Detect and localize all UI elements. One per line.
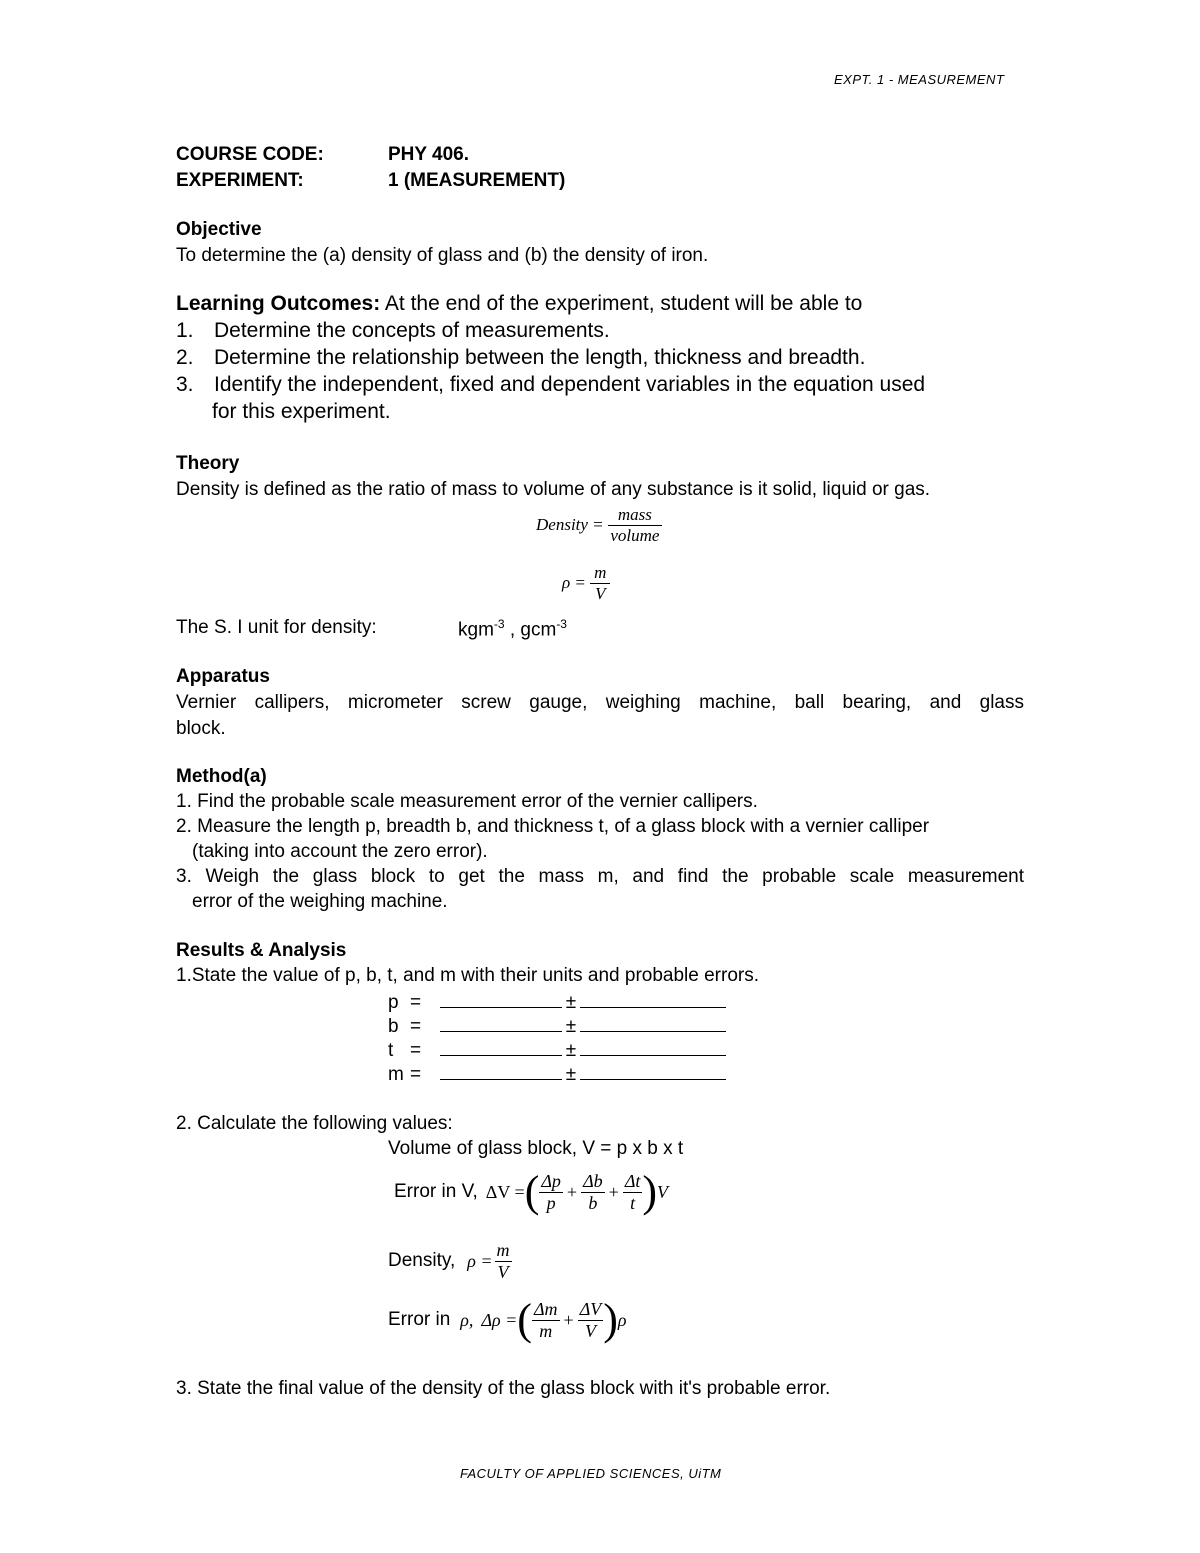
rho-fraction: [590, 563, 610, 603]
value-equals: =: [410, 992, 422, 1013]
experiment-value: 1 (MEASUREMENT): [388, 170, 566, 191]
plus-sign: +: [566, 1181, 578, 1202]
apparatus-line-1: Vernier callipers, micrometer screw gauge, weighing machine, ball bearing, and glass: [176, 692, 1024, 713]
method-item-2: 2. Measure the length p, breadth b, and thickness t, of a glass block with a vernier calliper: [176, 816, 930, 837]
term-fraction: [581, 1171, 605, 1213]
results-item-1: 1.State the value of p, b, t, and m with their units and probable errors.: [176, 965, 759, 986]
outcome-item-continuation: for this experiment.: [212, 400, 391, 423]
plus-minus: ±: [565, 1064, 577, 1085]
fraction-numerator: Δt: [624, 1170, 641, 1191]
fraction-numerator: ΔV: [579, 1298, 602, 1319]
error-in-v-equation: [394, 1162, 668, 1222]
density-result-equation: [388, 1236, 512, 1286]
value-row: [388, 991, 726, 1014]
value-variable: m: [388, 1064, 404, 1085]
learning-outcomes-intro: [176, 292, 862, 316]
fraction-numerator: m: [590, 563, 610, 584]
outcome-number: 3.: [176, 373, 194, 396]
fraction-denominator: m: [539, 1320, 553, 1341]
learning-outcomes-intro-text: At the end of the experiment, student will be able to: [384, 292, 863, 315]
error-in-rho-equation: [388, 1290, 627, 1350]
term-fraction: [532, 1299, 560, 1341]
plus-sign: +: [608, 1181, 619, 1202]
si-unit-label: The S. I unit for density:: [176, 617, 377, 638]
unit-exponent: -3: [493, 617, 505, 631]
results-heading: Results & Analysis: [176, 940, 347, 961]
fraction-denominator: p: [546, 1192, 556, 1213]
course-code-value: PHY 406.: [388, 144, 469, 165]
value-equals: =: [410, 1040, 422, 1061]
right-paren: ): [603, 1295, 618, 1344]
outcome-text: Determine the concepts of measurements.: [214, 319, 610, 342]
outcome-number: 2.: [176, 346, 194, 369]
right-paren: ): [642, 1167, 658, 1216]
error-in-v-label: Error in V,: [394, 1181, 478, 1202]
value-blank: [440, 991, 562, 1008]
outcome-item: [176, 346, 865, 370]
objective-heading: Objective: [176, 219, 262, 240]
apparatus-line-2: block.: [176, 718, 226, 739]
unit-kgm: kgm: [458, 619, 494, 641]
fraction-denominator: t: [630, 1192, 636, 1213]
term-fraction: [539, 1171, 563, 1213]
value-variable: b: [388, 1016, 399, 1037]
density-equation-lhs: Density =: [536, 515, 604, 535]
value-row: [388, 1063, 726, 1086]
value-variable: t: [388, 1040, 394, 1061]
method-item-3-cont: error of the weighing machine.: [192, 891, 448, 912]
fraction-numerator: Δb: [583, 1170, 603, 1191]
outcome-item: [176, 319, 610, 343]
error-in-v-lhs: ΔV =: [485, 1181, 525, 1202]
error-in-rho-symbol: ρ,: [460, 1309, 474, 1330]
running-header: EXPT. 1 - MEASUREMENT: [834, 72, 1005, 87]
value-blank: [440, 1039, 562, 1056]
error-in-rho-label: Error in: [388, 1309, 451, 1330]
error-blank: [580, 1063, 726, 1080]
value-row: [388, 1039, 726, 1062]
fraction-denominator: volume: [610, 525, 660, 545]
page-footer: FACULTY OF APPLIED SCIENCES, UiTM: [460, 1466, 722, 1481]
error-in-rho-lhs: Δρ =: [481, 1309, 518, 1330]
volume-formula: Volume of glass block, V = p x b x t: [388, 1138, 684, 1159]
fraction-numerator: m: [496, 1239, 510, 1260]
method-item-1: 1. Find the probable scale measurement error of the vernier callipers.: [176, 791, 758, 812]
error-blank: [580, 1015, 726, 1032]
fraction-numerator: mass: [608, 505, 662, 526]
outcome-item: [176, 373, 925, 397]
value-variable: p: [388, 992, 399, 1013]
left-paren: (: [524, 1167, 540, 1216]
outcome-text: Determine the relationship between the length, thickness and breadth.: [214, 346, 866, 369]
apparatus-heading: Apparatus: [176, 666, 270, 687]
error-blank: [580, 1039, 726, 1056]
objective-text: To determine the (a) density of glass and (b) the density of iron.: [176, 245, 709, 266]
density-result-fraction: [495, 1240, 512, 1282]
error-in-v-tail: V: [657, 1181, 669, 1202]
results-item-2: 2. Calculate the following values:: [176, 1113, 453, 1134]
method-item-3: 3. Weigh the glass block to get the mass m, and find the probable scale measurement: [176, 866, 1024, 887]
fraction-numerator: Δp: [541, 1170, 561, 1191]
term-fraction: [578, 1299, 604, 1341]
theory-heading: Theory: [176, 453, 240, 474]
plus-minus: ±: [565, 992, 577, 1013]
learning-outcomes-heading: Learning Outcomes:: [176, 292, 381, 315]
density-equation: [536, 505, 662, 545]
plus-sign: +: [563, 1309, 574, 1330]
error-blank: [580, 991, 726, 1008]
experiment-label: EXPERIMENT:: [176, 170, 304, 191]
si-unit-value: [458, 617, 567, 641]
fraction-denominator: V: [584, 1320, 596, 1341]
value-equals: =: [410, 1064, 422, 1085]
value-blank: [440, 1063, 562, 1080]
value-row: [388, 1015, 726, 1038]
rho-equation-lhs: ρ =: [562, 573, 586, 593]
results-item-3: 3. State the final value of the density of the glass block with it's probable error.: [176, 1378, 831, 1399]
fraction-denominator: V: [497, 1261, 509, 1282]
course-code-label: COURSE CODE:: [176, 144, 324, 165]
fraction-denominator: b: [588, 1192, 598, 1213]
theory-text: Density is defined as the ratio of mass to volume of any substance is it solid, liquid or gas.: [176, 479, 931, 500]
outcome-number: 1.: [176, 319, 194, 342]
outcome-text: Identify the independent, fixed and dependent variables in the equation used: [214, 373, 926, 396]
fraction-numerator: Δm: [533, 1298, 558, 1319]
term-fraction: [623, 1171, 643, 1213]
plus-minus: ±: [565, 1016, 577, 1037]
unit-exponent: -3: [556, 617, 567, 631]
density-fraction: [608, 505, 662, 545]
density-lhs: ρ =: [467, 1250, 493, 1271]
error-in-rho-tail: ρ: [617, 1309, 627, 1330]
plus-minus: ±: [565, 1040, 577, 1061]
left-paren: (: [517, 1295, 532, 1344]
density-label: Density,: [388, 1250, 456, 1271]
unit-gcm: , gcm: [504, 619, 557, 641]
method-heading: Method(a): [176, 766, 267, 787]
value-blank: [440, 1015, 562, 1032]
fraction-denominator: V: [595, 583, 606, 603]
method-item-2-cont: (taking into account the zero error).: [192, 841, 488, 862]
value-equals: =: [410, 1016, 422, 1037]
rho-equation: [562, 563, 610, 603]
